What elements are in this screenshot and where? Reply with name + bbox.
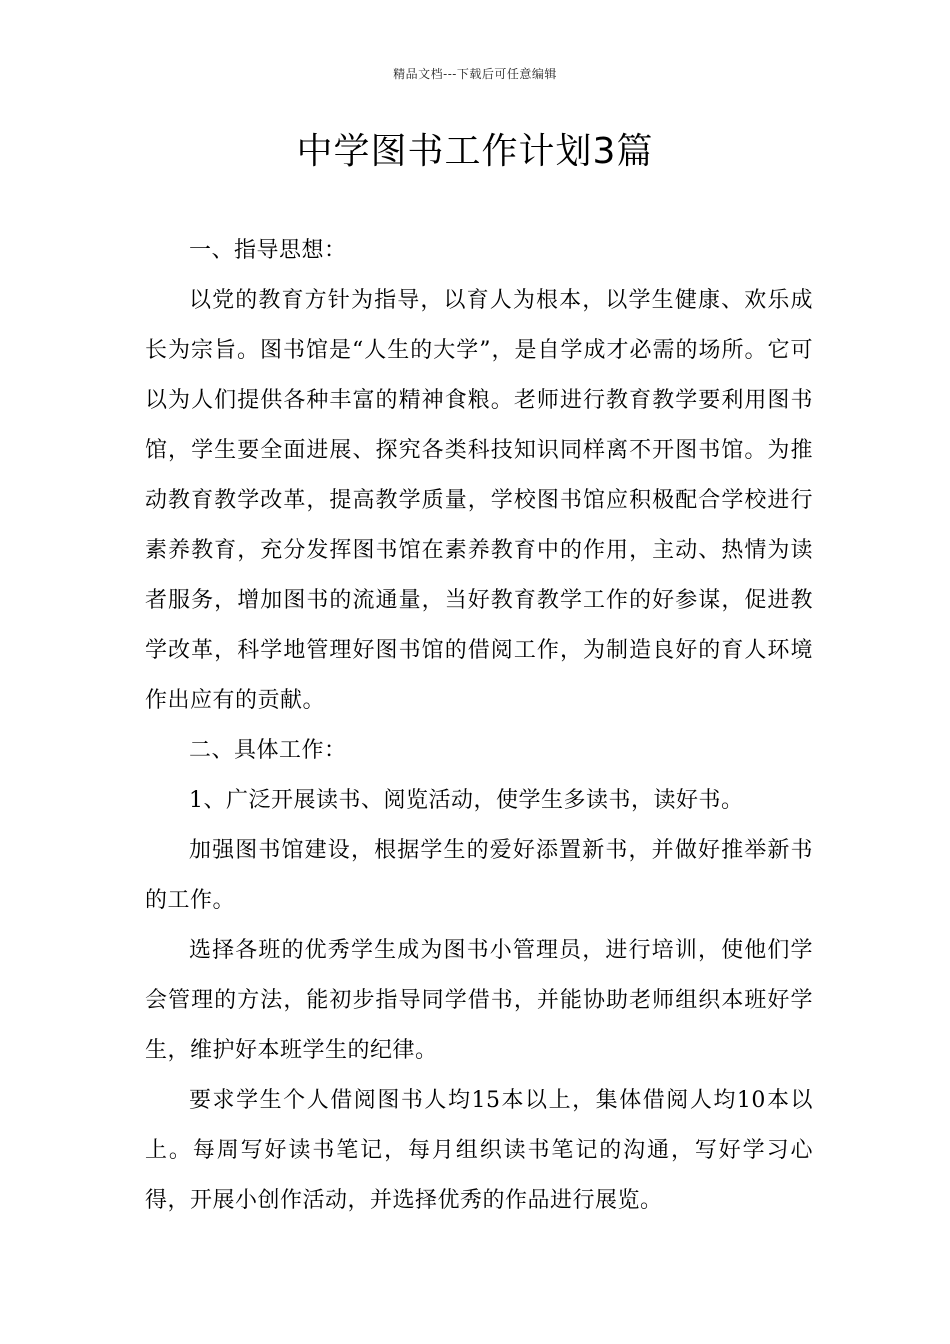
paragraph: 要求学生个人借阅图书人均15本以上，集体借阅人均10本以上。每周写好读书笔记，每月组织读书笔记的沟通，写好学习心得，开展小创作活动，并选择优秀的作品进行展览。 [145, 1088, 813, 1213]
header-note: 精品文档---下载后可任意编辑 [393, 67, 557, 81]
paragraph: 选择各班的优秀学生成为图书小管理员，进行培训，使他们学会管理的方法，能初步指导同学借书，并能协助老师组织本班好学生，维护好本班学生的纪律。 [145, 938, 813, 1063]
section-heading-guiding-ideas: 一、指导思想： [189, 238, 347, 263]
document-body [145, 226, 813, 1226]
paragraph: 以党的教育方针为指导，以育人为根本，以学生健康、欢乐成长为宗旨。图书馆是“人生的大学”，是自学成才必需的场所。它可以为人们提供各种丰富的精神食粮。老师进行教育教学要利用图书馆，学生要全面进展、探究各类科技知识同样离不开图书馆。为推动教育教学改革，提高教学质量，学校图书馆应积极配合学校进行素养教育，充分发挥图书馆在素养教育中的作用，主动、热情为读者服务，增加图书的流通量，当好教育教学工作的好参谋，促进教学改革，科学地管理好图书馆的借阅工作，为制造良好的育人环境作出应有的贡献。 [145, 288, 813, 713]
document-title: 中学图书工作计划3篇 [296, 131, 654, 172]
list-item: 1、广泛开展读书、阅览活动，使学生多读书，读好书。 [189, 788, 744, 813]
section-heading-specific-work: 二、具体工作： [189, 738, 347, 763]
paragraph: 加强图书馆建设，根据学生的爱好添置新书，并做好推举新书的工作。 [145, 838, 813, 913]
